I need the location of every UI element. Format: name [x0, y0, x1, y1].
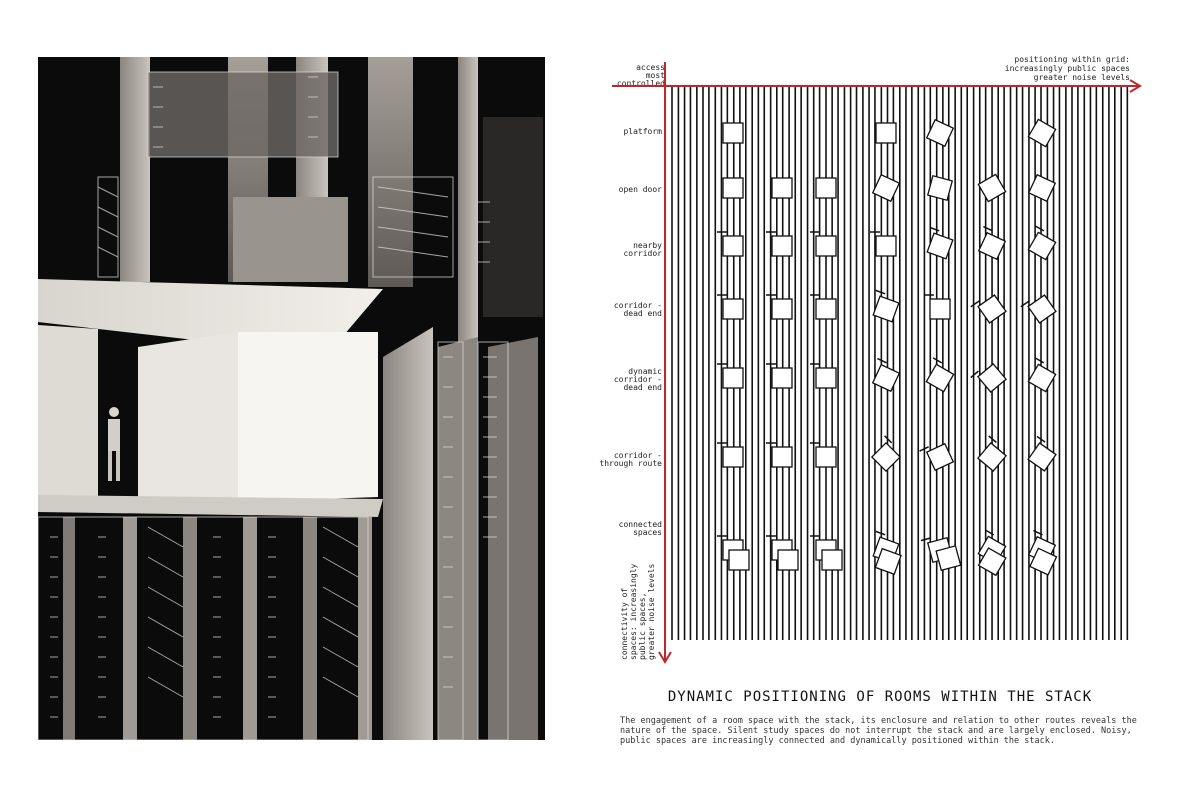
row-label-connected-spaces: connected spaces [618, 520, 662, 537]
room-box [816, 236, 836, 256]
room-box [876, 123, 896, 143]
room-symbol [928, 176, 952, 200]
room-box-connected [936, 546, 960, 570]
row-label-corridor-dead-end: corridor - dead end [613, 301, 662, 318]
room-box [723, 178, 743, 198]
access-label: access most controlled [616, 63, 665, 88]
room-symbol [816, 178, 836, 198]
room-box [816, 299, 836, 319]
room-box [1028, 295, 1056, 323]
room-box [772, 299, 792, 319]
room-box [979, 233, 1006, 260]
room-symbol [924, 295, 950, 319]
room-box [1028, 443, 1056, 471]
room-box-connected [729, 550, 749, 570]
room-box [978, 443, 1006, 471]
room-symbol [1021, 292, 1056, 327]
room-connector [921, 538, 931, 541]
row-label-dynamic-corridor: dynamic corridor - dead end [613, 367, 662, 392]
row-label-through-route: corridor - through route [599, 451, 662, 468]
room-symbol [867, 359, 901, 392]
room-symbol [772, 178, 792, 198]
room-symbol [870, 232, 896, 256]
room-box [978, 295, 1006, 323]
room-box [873, 175, 900, 202]
room-box [772, 368, 792, 388]
room-symbol [873, 175, 900, 202]
room-box [978, 364, 1006, 392]
room-box [1028, 119, 1055, 146]
room-symbol [973, 227, 1007, 260]
room-connector [1035, 358, 1044, 363]
room-box [816, 447, 836, 467]
room-symbol [1028, 119, 1055, 146]
room-box [723, 368, 743, 388]
room-connector [971, 301, 979, 307]
room-box [930, 299, 950, 319]
room-box [723, 299, 743, 319]
room-symbol [868, 436, 903, 471]
room-box [978, 174, 1005, 201]
room-box [873, 296, 899, 322]
row-label-open-door: open door [618, 185, 662, 194]
room-box [1028, 364, 1055, 391]
room-symbol [971, 361, 1006, 396]
room-box-connected [822, 550, 842, 570]
room-symbol [868, 290, 901, 321]
room-box [772, 447, 792, 467]
room-box [816, 368, 836, 388]
room-symbol [921, 358, 956, 392]
room-box [1028, 232, 1055, 259]
room-symbol [978, 174, 1005, 201]
room-symbol [1029, 175, 1056, 202]
room-box [816, 178, 836, 198]
room-symbol [876, 123, 896, 143]
room-symbol [723, 123, 743, 143]
room-connector [930, 227, 939, 230]
room-connector [876, 531, 885, 534]
row-label-platform: platform [623, 127, 662, 136]
room-box-connected [778, 550, 798, 570]
room-symbol [968, 530, 1013, 575]
room-box [876, 236, 896, 256]
row-label-nearby-corridor: nearby corridor [623, 241, 662, 258]
diagram-title: DYNAMIC POSITIONING OF ROOMS WITHIN THE STACK [667, 689, 1093, 705]
room-box [772, 236, 792, 256]
room-symbol [971, 292, 1006, 327]
room-box [772, 178, 792, 198]
room-connector [876, 290, 885, 293]
room-box [928, 176, 952, 200]
room-box [723, 447, 743, 467]
y-axis-label: connectivity of spaces: increasingly public spaces, greater noise levels [620, 563, 656, 660]
room-box [872, 443, 900, 471]
room-box [723, 123, 743, 143]
room-box [1029, 175, 1056, 202]
room-connector [983, 227, 992, 231]
x-axis-label: positioning within grid: increasingly public spaces greater noise levels [1004, 55, 1130, 82]
diagram-caption: The engagement of a room space with the stack, its enclosure and relation to other routes reveals the nature of the space. Silent study spaces do not interrupt the stack and are largely enclosed. Noisy, public spaces are increasingly connected and dynamically positioned within the stack. [620, 716, 1137, 746]
room-box [873, 365, 900, 392]
room-connector [1035, 226, 1044, 231]
room-symbol [723, 178, 743, 198]
room-box [723, 236, 743, 256]
room-symbol [810, 536, 842, 570]
